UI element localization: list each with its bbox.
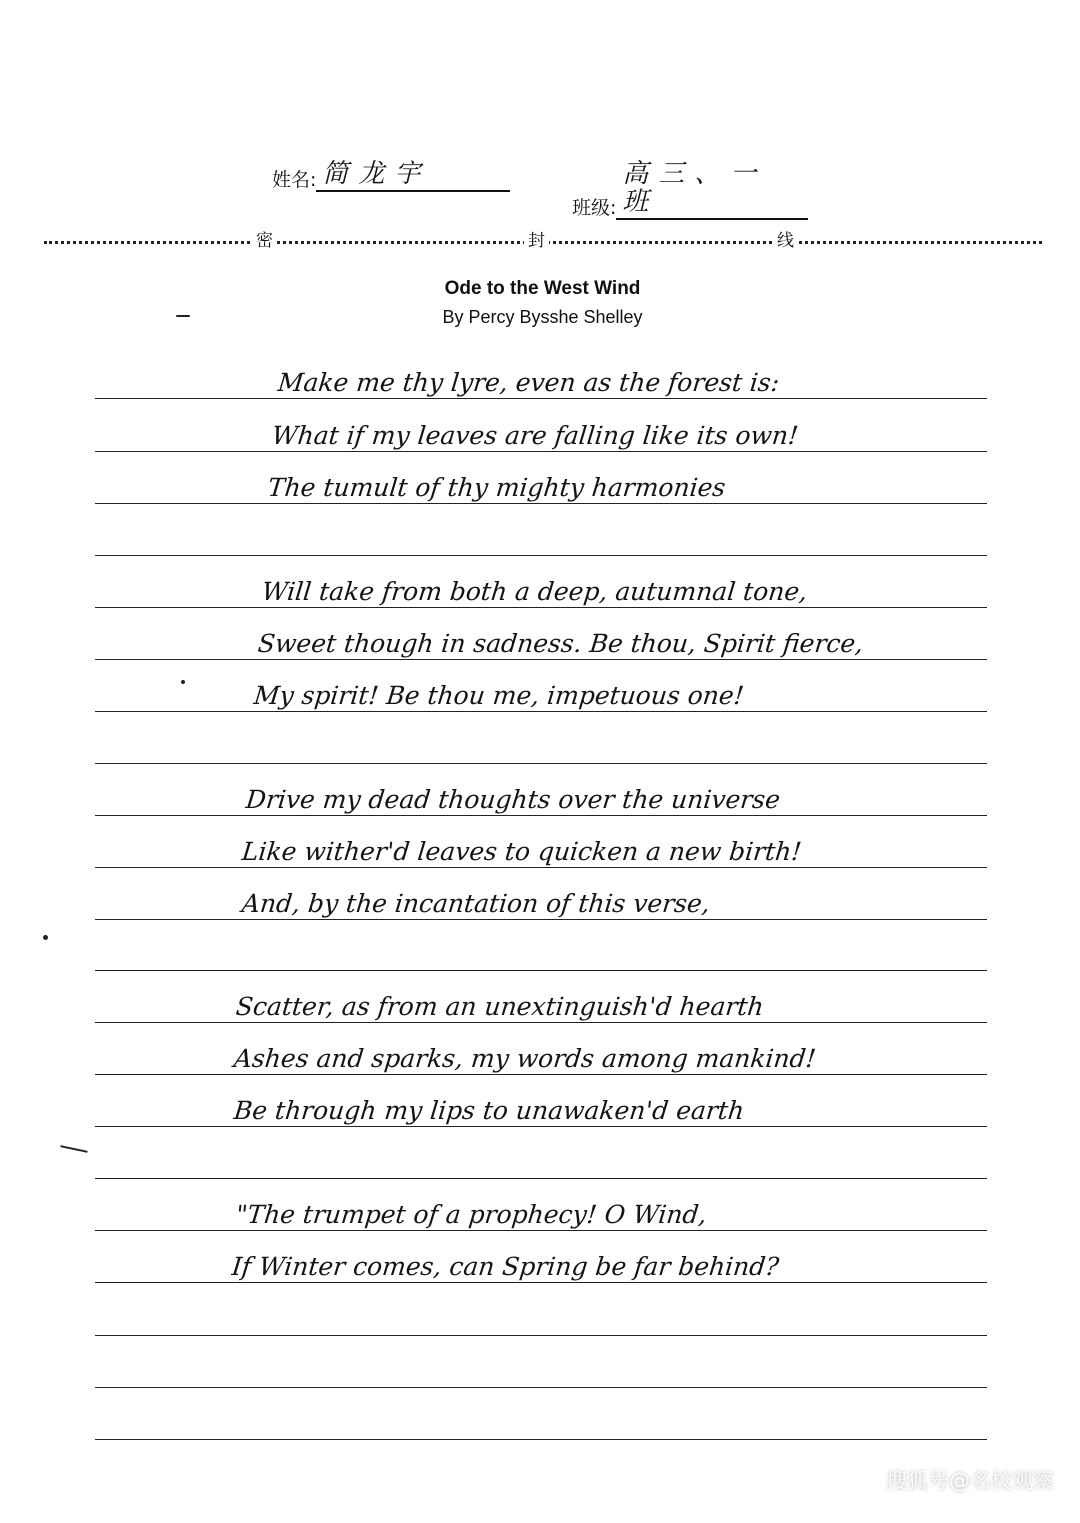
class-label: 班级: (572, 197, 617, 219)
scan-speck (60, 1145, 88, 1153)
verse-line: Ashes and sparks, my words among mankind! (232, 1044, 818, 1073)
watermark: 搜狐号@名校观察 (886, 1469, 1054, 1493)
name-label: 姓名: (272, 169, 317, 191)
ruled-line (95, 711, 987, 712)
verse-line: My spirit! Be thou me, impetuous one! (252, 681, 746, 710)
class-field (572, 160, 808, 220)
ruled-line (95, 503, 987, 504)
verse-line: Like wither'd leaves to quicken a new birth! (240, 837, 803, 866)
verse-line: Be through my lips to unawaken'd earth (232, 1096, 746, 1125)
poem-title: Ode to the West Wind (444, 278, 641, 299)
ruled-line (95, 1439, 987, 1440)
ruled-line (95, 1074, 987, 1075)
ruled-line (95, 970, 987, 971)
ruled-line (95, 1230, 987, 1231)
poem-author: By Percy Bysshe Shelley (442, 307, 643, 327)
verse-line: Sweet though in sadness. Be thou, Spirit fierce, (256, 629, 865, 658)
verse-line: "The trumpet of a prophecy! O Wind, (234, 1200, 709, 1229)
ruled-line (95, 1335, 987, 1336)
class-value: 高三、一班 (616, 160, 808, 220)
verse-line: The tumult of thy mighty harmonies (266, 473, 727, 502)
scan-speck (176, 315, 190, 317)
verse-line: Scatter, as from an unextinguish'd hearth (234, 992, 766, 1021)
scan-speck (181, 680, 185, 684)
verse-line: What if my leaves are falling like its own! (270, 421, 800, 450)
seal-char-feng: 封 (524, 230, 549, 252)
verse-line: And, by the incantation of this verse, (240, 889, 712, 918)
verse-line: Drive my dead thoughts over the universe (244, 785, 782, 814)
ruled-line (95, 763, 987, 764)
ruled-line (95, 607, 987, 608)
ruled-line (95, 659, 987, 660)
ruled-line (95, 555, 987, 556)
ruled-line (95, 1022, 987, 1023)
name-field (272, 160, 510, 192)
ruled-line (95, 1282, 987, 1283)
verse-line: If Winter comes, can Spring be far behind? (230, 1252, 781, 1281)
name-value: 简龙宇 (316, 160, 510, 192)
ruled-line (95, 815, 987, 816)
ruled-line (95, 1178, 987, 1179)
ruled-line (95, 398, 987, 399)
verse-line: Make me thy lyre, even as the forest is: (276, 368, 781, 397)
ruled-line (95, 919, 987, 920)
scan-speck (43, 935, 48, 940)
verse-line: Will take from both a deep, autumnal tone, (260, 577, 809, 606)
seal-char-xian: 线 (773, 230, 798, 252)
ruled-line (95, 867, 987, 868)
seal-char-mi: 密 (252, 230, 277, 252)
ruled-line (95, 1126, 987, 1127)
ruled-line (95, 1387, 987, 1388)
ruled-line (95, 451, 987, 452)
